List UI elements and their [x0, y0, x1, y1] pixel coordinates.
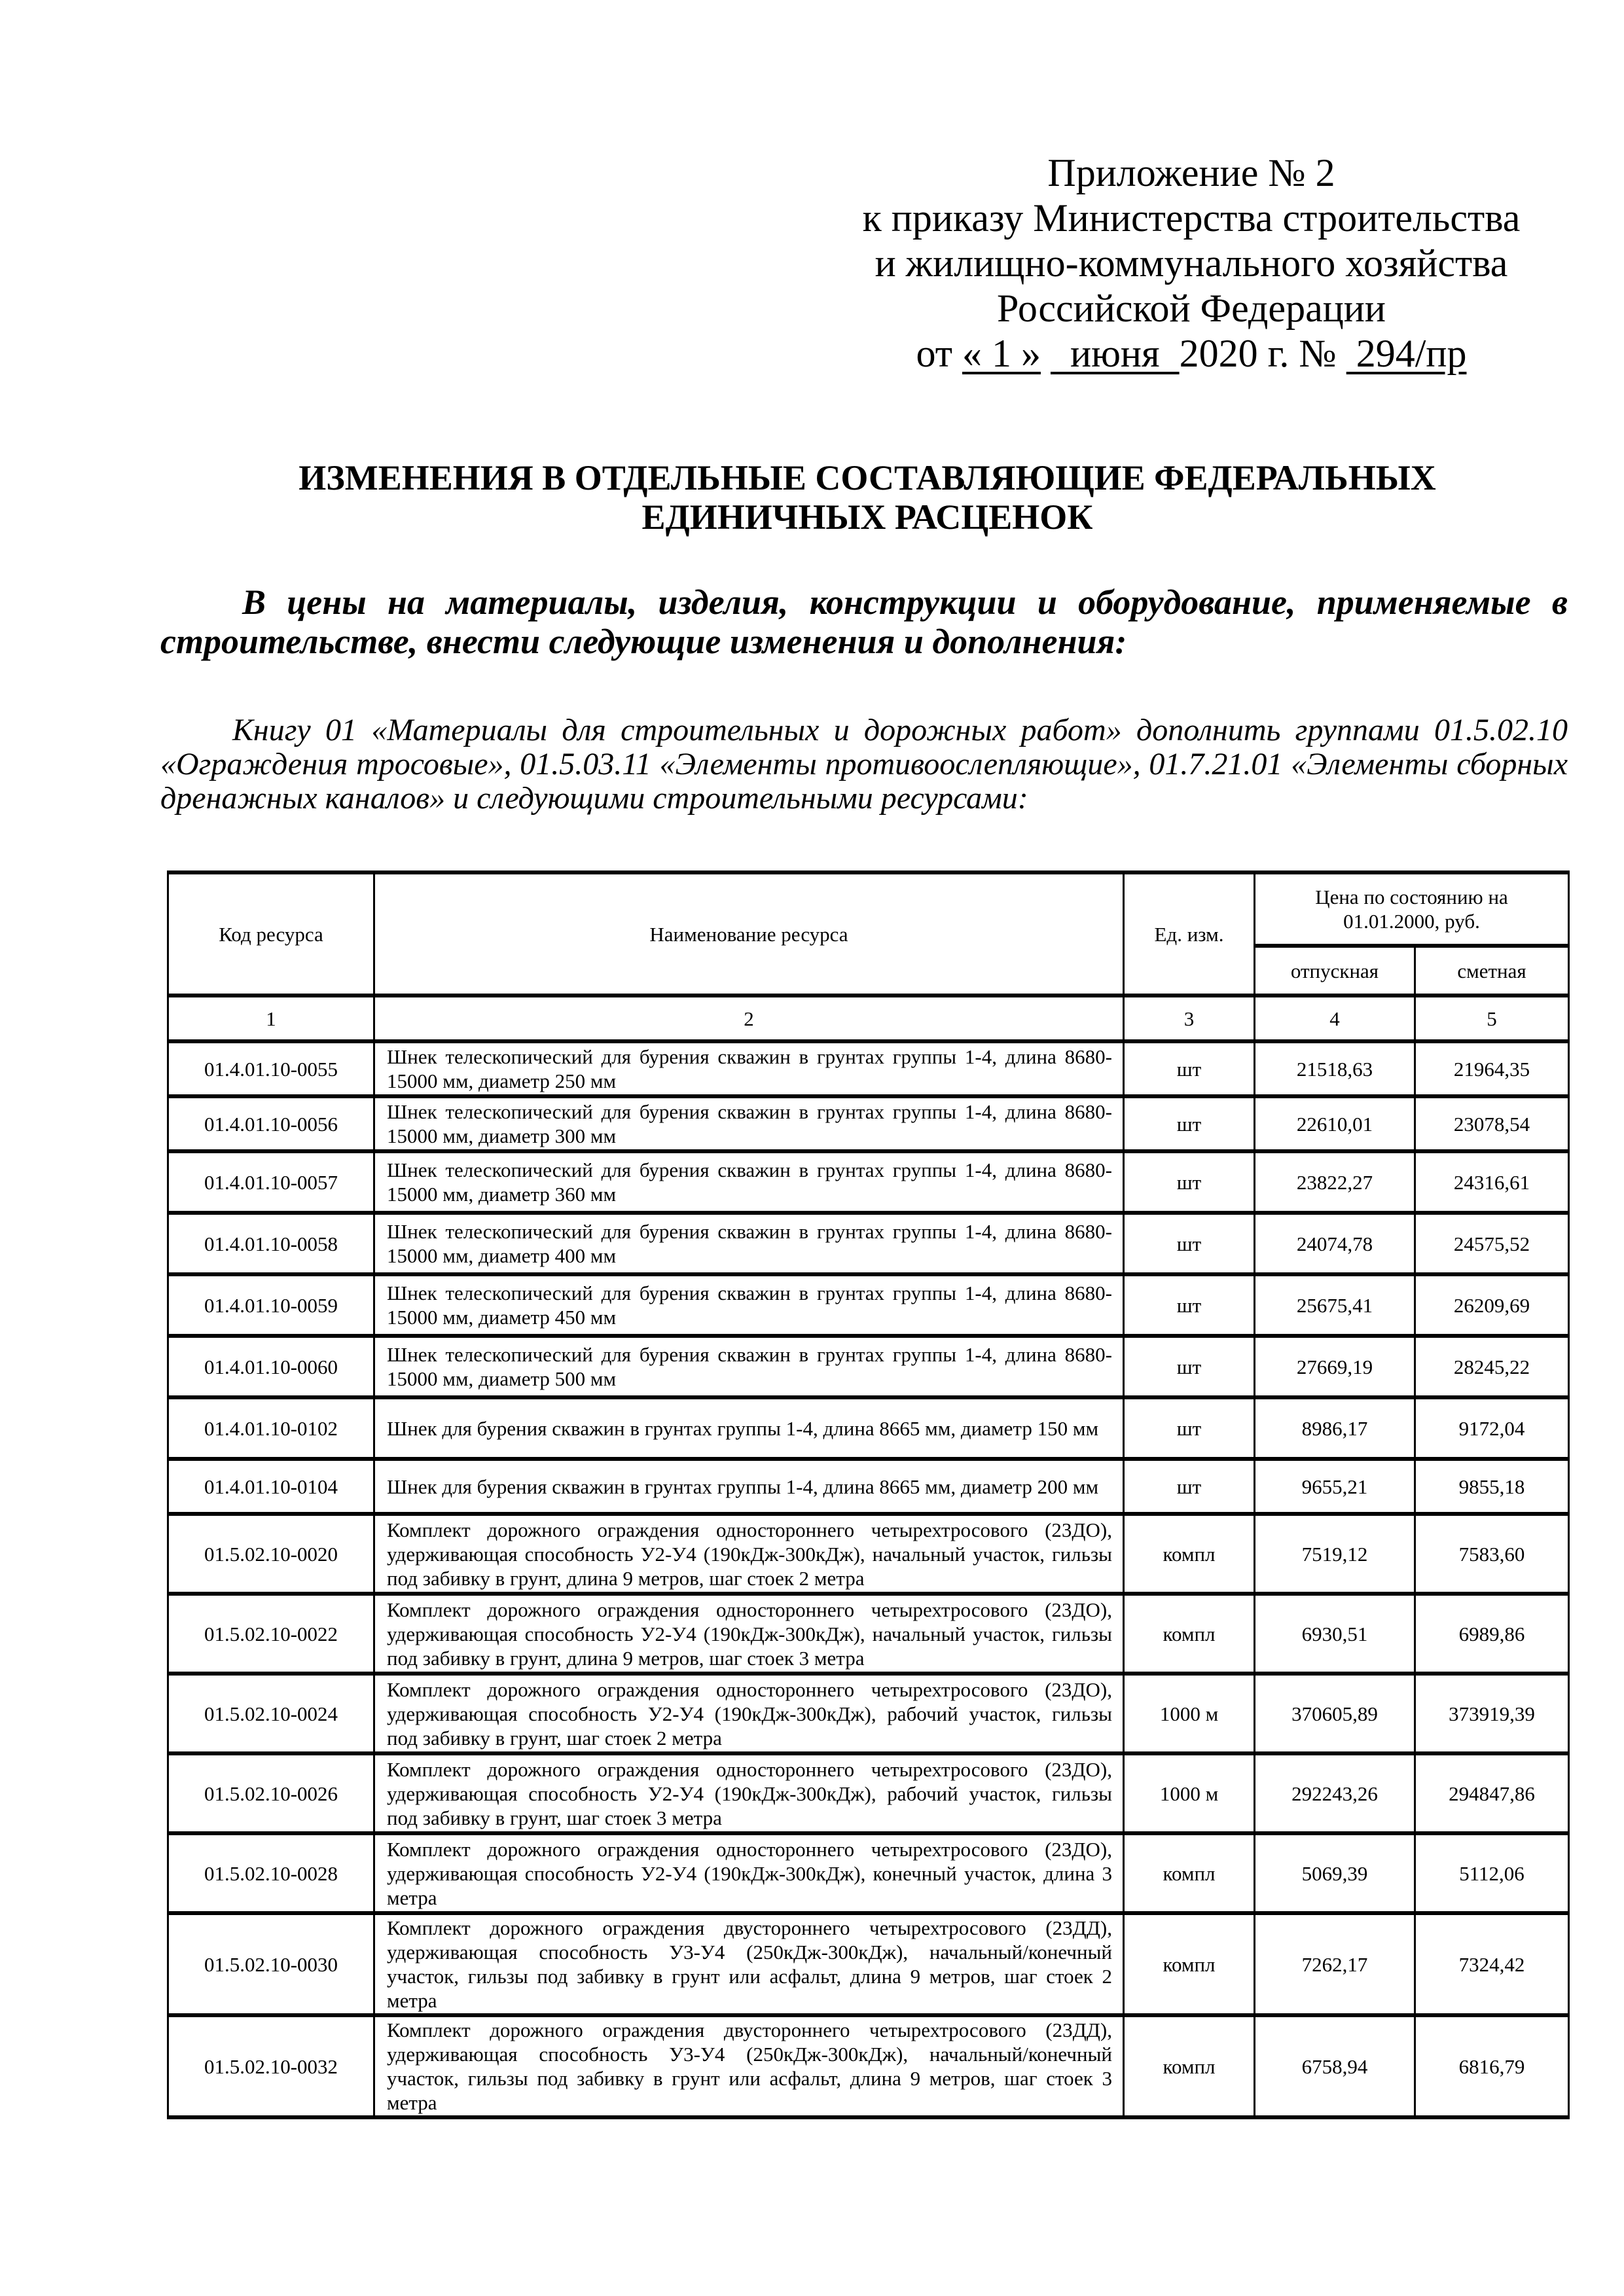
- release-price: 292243,26: [1255, 1753, 1415, 1833]
- release-price: 25675,41: [1255, 1274, 1415, 1336]
- resource-name: Шнек телескопический для бурения скважин в грунтах группы 1-4, длина 8680-15000 мм, диаметр 450 мм: [374, 1274, 1124, 1336]
- resource-code: 01.5.02.10-0022: [168, 1594, 374, 1674]
- estimate-price: 23078,54: [1415, 1096, 1569, 1151]
- resource-code: 01.5.02.10-0030: [168, 1913, 374, 2015]
- release-price: 21518,63: [1255, 1041, 1415, 1096]
- estimate-price: 24316,61: [1415, 1151, 1569, 1213]
- appendix-country-line: Российской Федерации: [996, 287, 1386, 330]
- resource-unit: шт: [1124, 1336, 1255, 1397]
- estimate-price: 9172,04: [1415, 1397, 1569, 1459]
- resource-code: 01.5.02.10-0024: [168, 1674, 374, 1753]
- resource-unit: 1000 м: [1124, 1674, 1255, 1753]
- table-row: [168, 1397, 1569, 1459]
- appendix-date-line: [851, 331, 1532, 376]
- table-row: [168, 1096, 1569, 1151]
- book-amendment-paragraph: Книгу 01 «Материалы для строительных и дорожных работ» дополнить группами 01.5.02.10 «Ограждения тросовые», 01.5.03.11 «Элементы противоослепляющие», 01.7.21.01 «Элементы сборных дренажных каналов» и следующими строительными ресурсами:: [160, 713, 1568, 816]
- resource-code: 01.4.01.10-0056: [168, 1096, 374, 1151]
- resource-unit: компл: [1124, 1833, 1255, 1913]
- table-row: [168, 1041, 1569, 1096]
- resource-name: Комплект дорожного ограждения одностороннего четырехтросового (23ДО), удерживающая способность У2-У4 (190кДж-300кДж), начальный участок, гильзы под забивку в грунт, длина 9 метров, шаг стоек 2 метра: [374, 1514, 1124, 1594]
- table-row: [168, 1594, 1569, 1674]
- resource-code: 01.4.01.10-0057: [168, 1151, 374, 1213]
- table-row: [168, 1514, 1569, 1594]
- resource-name: Комплект дорожного ограждения одностороннего четырехтросового (23ДО), удерживающая способность У2-У4 (190кДж-300кДж), рабочий участок, гильзы под забивку в грунт, шаг стоек 3 метра: [374, 1753, 1124, 1833]
- release-price: 23822,27: [1255, 1151, 1415, 1213]
- document-title: [167, 458, 1568, 537]
- resource-unit: компл: [1124, 1913, 1255, 2015]
- resource-name: Комплект дорожного ограждения одностороннего четырехтросового (23ДО), удерживающая способность У2-У4 (190кДж-300кДж), конечный участок, длина 3 метра: [374, 1833, 1124, 1913]
- estimate-price: 5112,06: [1415, 1833, 1569, 1913]
- resource-name: Комплект дорожного ограждения двустороннего четырехтросового (23ДД), удерживающая способность У3-У4 (250кДж-300кДж), начальный/конечный участок, гильзы под забивку в грунт или асфальт, длина 9 метров, шаг стоек 3 метра: [374, 2015, 1124, 2117]
- resource-name: Шнек телескопический для бурения скважин в грунтах группы 1-4, длина 8680-15000 мм, диаметр 500 мм: [374, 1336, 1124, 1397]
- column-numbers-row: [168, 996, 1569, 1041]
- release-price: 27669,19: [1255, 1336, 1415, 1397]
- resource-code: 01.4.01.10-0058: [168, 1213, 374, 1274]
- resource-unit: шт: [1124, 1459, 1255, 1514]
- table-row: [168, 1213, 1569, 1274]
- release-price: 5069,39: [1255, 1833, 1415, 1913]
- resource-code: 01.4.01.10-0104: [168, 1459, 374, 1514]
- title-line-1: ИЗМЕНЕНИЯ В ОТДЕЛЬНЫЕ СОСТАВЛЯЮЩИЕ ФЕДЕРАЛЬНЫХ: [298, 458, 1436, 497]
- estimate-price: 373919,39: [1415, 1674, 1569, 1753]
- table-row: [168, 1753, 1569, 1833]
- column-number: 1: [168, 996, 374, 1041]
- resource-unit: 1000 м: [1124, 1753, 1255, 1833]
- appendix-header: [851, 151, 1532, 376]
- resource-code: 01.4.01.10-0059: [168, 1274, 374, 1336]
- release-price: 9655,21: [1255, 1459, 1415, 1514]
- header-estimate-price: сметная: [1415, 946, 1569, 996]
- column-number: 5: [1415, 996, 1569, 1041]
- resource-name: Шнек телескопический для бурения скважин в грунтах группы 1-4, длина 8680-15000 мм, диаметр 360 мм: [374, 1151, 1124, 1213]
- resource-name: Шнек для бурения скважин в грунтах группы 1-4, длина 8665 мм, диаметр 200 мм: [374, 1459, 1124, 1514]
- estimate-price: 21964,35: [1415, 1041, 1569, 1096]
- resource-name: Шнек телескопический для бурения скважин в грунтах группы 1-4, длина 8680-15000 мм, диаметр 300 мм: [374, 1096, 1124, 1151]
- column-number: 4: [1255, 996, 1415, 1041]
- header-name: Наименование ресурса: [374, 872, 1124, 996]
- table-row: [168, 1913, 1569, 2015]
- release-price: 370605,89: [1255, 1674, 1415, 1753]
- appendix-order-line: к приказу Министерства строительства: [862, 196, 1521, 240]
- resource-name: Комплект дорожного ограждения одностороннего четырехтросового (23ДО), удерживающая способность У2-У4 (190кДж-300кДж), начальный участок, гильзы под забивку в грунт, длина 9 метров, шаг стоек 3 метра: [374, 1594, 1124, 1674]
- estimate-price: 24575,52: [1415, 1213, 1569, 1274]
- appendix-number: Приложение № 2: [1047, 151, 1335, 194]
- table-row: [168, 1274, 1569, 1336]
- table-row: [168, 1833, 1569, 1913]
- estimate-price: 28245,22: [1415, 1336, 1569, 1397]
- estimate-price: 294847,86: [1415, 1753, 1569, 1833]
- date-day: « 1 »: [962, 332, 1041, 375]
- release-price: 7262,17: [1255, 1913, 1415, 2015]
- header-price-group: Цена по состоянию на 01.01.2000, руб.: [1255, 872, 1569, 946]
- header-release-price: отпускная: [1255, 946, 1415, 996]
- estimate-price: 9855,18: [1415, 1459, 1569, 1514]
- order-number: 294/пр: [1346, 332, 1467, 375]
- column-number: 3: [1124, 996, 1255, 1041]
- resource-code: 01.4.01.10-0060: [168, 1336, 374, 1397]
- header-unit: Ед. изм.: [1124, 872, 1255, 996]
- resource-code: 01.4.01.10-0102: [168, 1397, 374, 1459]
- estimate-price: 6989,86: [1415, 1594, 1569, 1674]
- table-row: [168, 1459, 1569, 1514]
- date-prefix: от: [916, 332, 962, 375]
- resource-name: Шнек для бурения скважин в грунтах группы 1-4, длина 8665 мм, диаметр 150 мм: [374, 1397, 1124, 1459]
- release-price: 8986,17: [1255, 1397, 1415, 1459]
- estimate-price: 6816,79: [1415, 2015, 1569, 2117]
- release-price: 7519,12: [1255, 1514, 1415, 1594]
- estimate-price: 7583,60: [1415, 1514, 1569, 1594]
- estimate-price: 7324,42: [1415, 1913, 1569, 2015]
- release-price: 24074,78: [1255, 1213, 1415, 1274]
- table-row: [168, 1336, 1569, 1397]
- resource-name: Комплект дорожного ограждения одностороннего четырехтросового (23ДО), удерживающая способность У2-У4 (190кДж-300кДж), рабочий участок, гильзы под забивку в грунт, шаг стоек 2 метра: [374, 1674, 1124, 1753]
- intro-statement: В цены на материалы, изделия, конструкции и оборудование, применяемые в строительстве, внести следующие изменения и дополнения:: [160, 583, 1568, 661]
- resource-unit: компл: [1124, 2015, 1255, 2117]
- header-code: Код ресурса: [168, 872, 374, 996]
- table-row: [168, 2015, 1569, 2117]
- column-number: 2: [374, 996, 1124, 1041]
- resource-unit: шт: [1124, 1096, 1255, 1151]
- resource-code: 01.4.01.10-0055: [168, 1041, 374, 1096]
- date-month: июня: [1050, 332, 1180, 375]
- release-price: 22610,01: [1255, 1096, 1415, 1151]
- appendix-ministry-line: и жилищно-коммунального хозяйства: [875, 242, 1508, 285]
- resource-unit: шт: [1124, 1151, 1255, 1213]
- resource-name: Комплект дорожного ограждения двустороннего четырехтросового (23ДД), удерживающая способность У3-У4 (250кДж-300кДж), начальный/конечный участок, гильзы под забивку в грунт или асфальт, длина 9 метров, шаг стоек 2 метра: [374, 1913, 1124, 2015]
- resource-unit: шт: [1124, 1041, 1255, 1096]
- resource-unit: шт: [1124, 1397, 1255, 1459]
- resource-name: Шнек телескопический для бурения скважин в грунтах группы 1-4, длина 8680-15000 мм, диаметр 400 мм: [374, 1213, 1124, 1274]
- resource-unit: шт: [1124, 1213, 1255, 1274]
- resource-unit: компл: [1124, 1594, 1255, 1674]
- resources-table: [167, 870, 1570, 2119]
- resource-name: Шнек телескопический для бурения скважин в грунтах группы 1-4, длина 8680-15000 мм, диаметр 250 мм: [374, 1041, 1124, 1096]
- resource-code: 01.5.02.10-0032: [168, 2015, 374, 2117]
- resource-code: 01.5.02.10-0028: [168, 1833, 374, 1913]
- release-price: 6930,51: [1255, 1594, 1415, 1674]
- estimate-price: 26209,69: [1415, 1274, 1569, 1336]
- resource-unit: компл: [1124, 1514, 1255, 1594]
- resource-code: 01.5.02.10-0020: [168, 1514, 374, 1594]
- resource-unit: шт: [1124, 1274, 1255, 1336]
- title-line-2: ЕДИНИЧНЫХ РАСЦЕНОК: [641, 497, 1093, 537]
- release-price: 6758,94: [1255, 2015, 1415, 2117]
- date-year: 2020 г. №: [1179, 332, 1346, 375]
- table-row: [168, 1674, 1569, 1753]
- resource-code: 01.5.02.10-0026: [168, 1753, 374, 1833]
- table-row: [168, 1151, 1569, 1213]
